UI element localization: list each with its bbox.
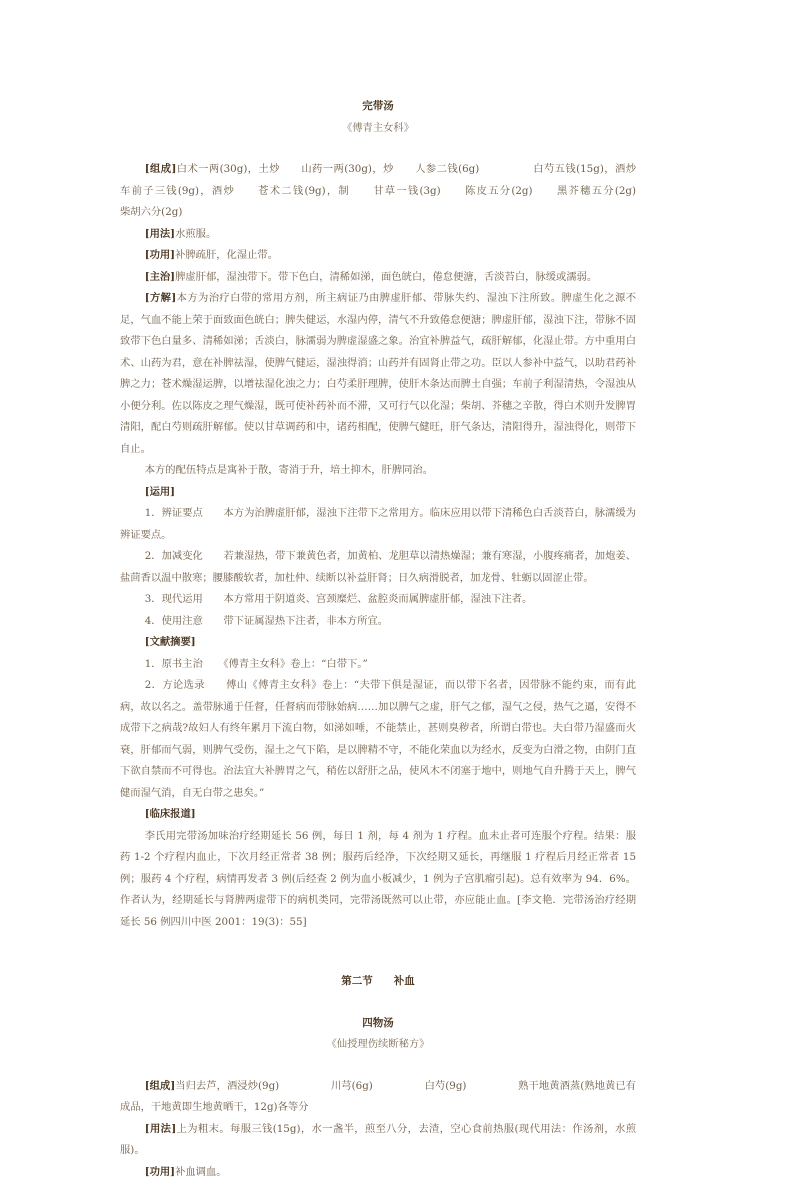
usage-label: [用法] (145, 1123, 177, 1135)
clinical-label: [临床报道] (120, 804, 636, 826)
application-item: 2．加减变化 若兼湿热，带下兼黄色者，加黄柏、龙胆草以清热燥湿；兼有寒湿，小腹疼痛者，加炮姜、盐茴香以温中散寒；腰膝酸软者，加杜仲、续断以补益肝肾；日久病滑脱者，加龙骨、牡蛎以固涩止带。 (120, 546, 636, 589)
function-label: [功用] (145, 1166, 175, 1178)
function-text: 补脾疏肝，化湿止带。 (175, 249, 278, 261)
section-title: 第二节 补血 (120, 971, 636, 993)
literature-item: 2．方论选录 傅山《傅青主女科》卷上：“夫带下俱是湿证，而以带下名者，因带脉不能约束，而有此病，故以名之。盖带脉通于任督，任督病而带脉始病……加以脾气之虚，肝气之郁，湿气之侵，热气之逼，安得不成带下之病哉?故妇人有终年累月下流白物，如涕如唾，不能禁止，甚则臭秽者，所谓白带也。夫白带乃湿盛而火衰，肝郁而气弱，则脾气受伤，湿土之气下陷，是以脾精不守，不能化荣血以为经水，反变为白滑之物，由阴门直下欲自禁而不可得也。治法宜大补脾胃之气，稍佐以舒肝之品，使风木不闭塞于地中，则地气自升腾于天上，脾气健而湿气消，自无白带之患矣。” (120, 675, 636, 804)
usage (120, 224, 636, 246)
analysis (120, 288, 636, 460)
usage-label: [用法] (145, 228, 175, 240)
document-page (120, 96, 636, 1183)
function (120, 1162, 636, 1183)
clinical-text: 李氏用完带汤加味治疗经期延长 56 例，每日 1 剂，每 4 剂为 1 疗程。血未止者可连服个疗程。结果：服药 1-2 个疗程内血止，下次月经正常者 38 例；服药后经净，下次经期又延长，再继服 1 疗程后月经正常者 15 例；服药 4 个疗程，病情再发者 3 例(后经查 2 例为血小板减少，1 例为子宫肌瘤引起)。总有效率为 94．6%。作者认为，经期延长与肾脾两虚带下的病机类同，完带汤既然可以止带，亦应能止血。[李文艳．完带汤治疗经期延长 56 例四川中医 2001：19(3)：55] (120, 826, 636, 934)
usage (120, 1119, 636, 1162)
function (120, 245, 636, 267)
function-text: 补血调血。 (175, 1166, 226, 1178)
formula-source: 《仙授理伤续断秘方》 (120, 1034, 636, 1056)
application-item: 1．辨证要点 本方为治脾虚肝郁，湿浊下注带下之常用方。临床应用以带下清稀色白舌淡苔白，脉濡缓为辨证要点。 (120, 503, 636, 546)
analysis-text: 本方为治疗白带的常用方剂，所主病证乃由脾虚肝郁、带脉失约、湿浊下注所致。脾虚生化之源不足，气血不能上荣于面致面色㿠白；脾失健运，水湿内停，清气不升致倦怠便溏；脾虚肝郁，湿浊下注，带脉不固致带下色白量多、清稀如涕；舌淡白，脉濡弱为脾虚湿盛之象。治宜补脾益气，疏肝解郁，化湿止带。方中重用白术、山药为君，意在补脾祛湿，使脾气健运，湿浊得消；山药并有固肾止带之功。臣以人参补中益气，以助君药补脾之力；苍术燥湿运脾，以增祛湿化浊之力；白芍柔肝理脾，使肝木条达而脾土自强；车前子利湿清热，令湿浊从小便分利。佐以陈皮之理气燥湿，既可使补药补而不滞，又可行气以化湿；柴胡、芥穗之辛散，得白术则升发脾胃清阳，配白芍则疏肝解郁。使以甘草调药和中，诸药相配，使脾气健旺，肝气条达，清阳得升，湿浊得化，则带下自止。 (120, 292, 636, 455)
indication-text: 脾虚肝郁，湿浊带下。带下色白，清稀如涕，面色㿠白，倦怠便溏，舌淡苔白，脉缓或濡弱。 (175, 271, 597, 283)
formula-title: 四物汤 (120, 1013, 636, 1035)
composition-text: 白术一两(30g)，土炒 山药一两(30g)，炒 人参二钱(6g) 白芍五钱(15g)，酒炒 车前子三钱(9g)，酒炒 苍术二钱(9g)，制 甘草一钱(3g) 陈皮五分(2g) 黑芥穗五分(2g) 柴胡六分(2g) (120, 163, 687, 218)
application-item: 4．使用注意 带下证属湿热下注者，非本方所宜。 (120, 611, 636, 633)
usage-text: 水煎服。 (175, 228, 216, 240)
composition-label: [组成] (145, 163, 177, 175)
function-label: [功用] (145, 249, 175, 261)
composition-label: [组成] (145, 1080, 175, 1092)
feature-text: 本方的配伍特点是寓补于散，寄消于升，培土抑木，肝脾同治。 (120, 460, 636, 482)
application-label: [运用] (120, 482, 636, 504)
indication (120, 267, 636, 289)
analysis-label: [方解] (145, 292, 177, 304)
formula-title: 完带汤 (120, 96, 636, 118)
indication-label: [主治] (145, 271, 175, 283)
usage-text: 上为粗末。每服三钱(15g)，水一盏半，煎至八分，去渣，空心食前热服(现代用法：作汤剂，水煎服)。 (120, 1123, 636, 1157)
application-item: 3．现代运用 本方常用于阴道炎、宫颈糜烂、盆腔炎而属脾虚肝郁，湿浊下注者。 (120, 589, 636, 611)
formula-source: 《傅青主女科》 (120, 118, 636, 140)
literature-label: [文献摘要] (120, 632, 636, 654)
composition (120, 159, 636, 224)
composition-text: 当归去芦，酒浸炒(9g) 川芎(6g) 白芍(9g) 熟干地黄酒蒸(熟地黄已有成品，干地黄即生地黄晒干，12g)各等分 (120, 1080, 636, 1114)
literature-item: 1．原书主治 《傅青主女科》卷上：“白带下。” (120, 654, 636, 676)
composition (120, 1076, 636, 1119)
